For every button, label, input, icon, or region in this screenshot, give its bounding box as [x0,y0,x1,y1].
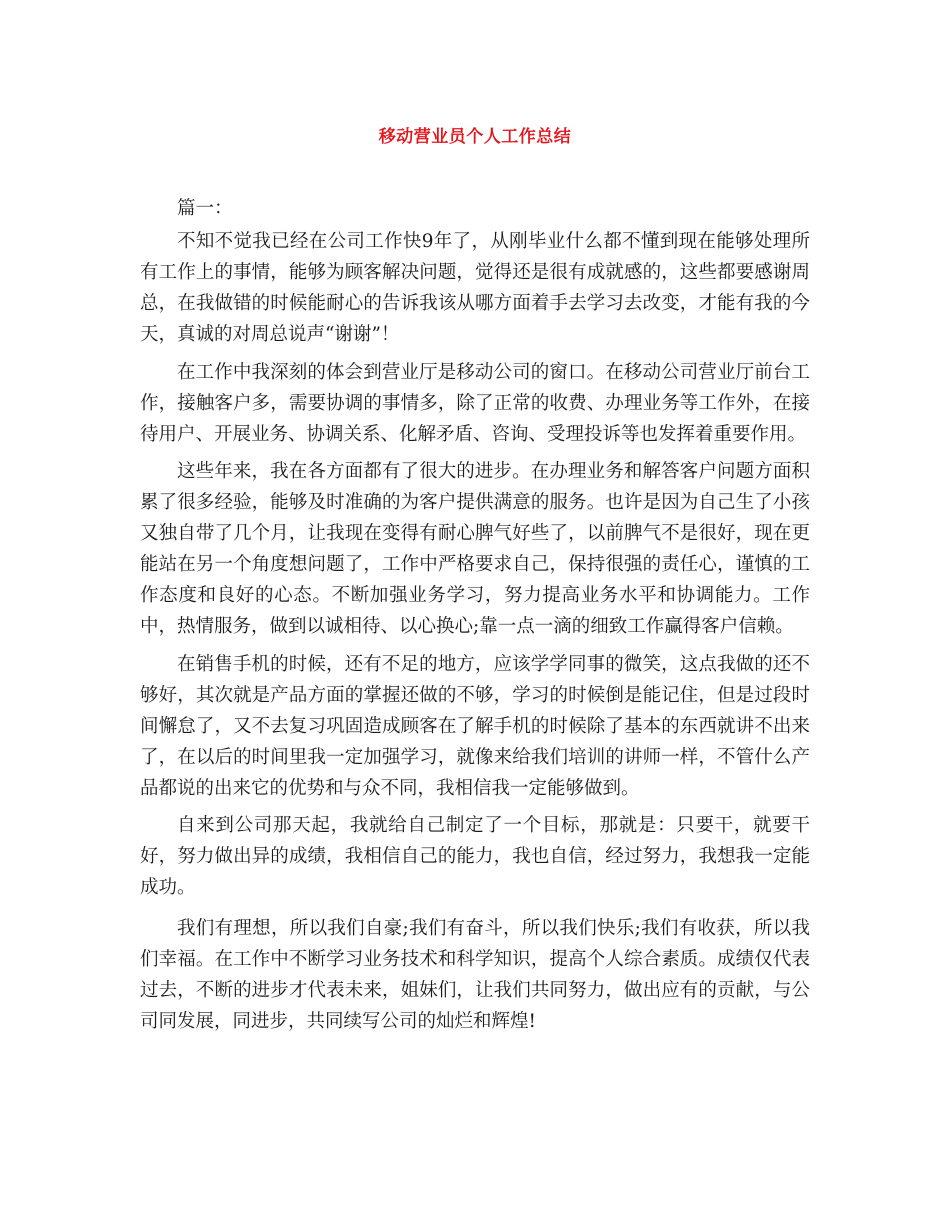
paragraph-4: 在销售手机的时候，还有不足的地方，应该学学同事的微笑，这点我做的还不够好，其次就是产品方面的掌握还做的不够，学习的时候倒是能记住，但是过段时间懈怠了，又不去复习巩固造成顾客在了解手机的时候除了基本的东西就讲不出来了，在以后的时间里我一定加强学习，就像来给我们培训的讲师一样，不管什么产品都说的出来它的优势和与众不同，我相信我一定能够做到。 [140,653,810,799]
paragraph-5: 自来到公司那天起，我就给自己制定了一个目标，那就是：只要干，就要干好，努力做出异的成绩，我相信自己的能力，我也自信，经过努力，我想我一定能成功。 [140,815,810,898]
paragraph-3: 这些年来，我在各方面都有了很大的进步。在办理业务和解答客户问题方面积累了很多经验，能够及时准确的为客户提供满意的服务。也许是因为自己生了小孩又独自带了几个月，让我现在变得有耐心脾气好些了，以前脾气不是很好，现在更能站在另一个角度想问题了，工作中严格要求自己，保持很强的责任心，谨慎的工作态度和良好的心态。不断加强业务学习，努力提高业务水平和协调能力。工作中，热情服务，做到以诚相待、以心换心;靠一点一滴的细致工作赢得客户信赖。 [140,461,810,637]
paragraph-1: 不知不觉我已经在公司工作快9年了，从刚毕业什么都不懂到现在能够处理所有工作上的事情，能够为顾客解决问题，觉得还是很有成就感的，这些都要感谢周总，在我做错的时候能耐心的告诉我该从哪方面着手去学习去改变，才能有我的今天，真诚的对周总说声“谢谢”！ [140,231,810,345]
document-body [140,193,810,1044]
document-title: 移动营业员个人工作总结 [378,127,572,147]
paragraph-2: 在工作中我深刻的体会到营业厅是移动公司的窗口。在移动公司营业厅前台工作，接触客户多，需要协调的事情多，除了正常的收费、办理业务等工作外，在接待用户、开展业务、协调关系、化解矛盾、咨询、受理投诉等也发挥着重要作用。 [140,361,810,445]
section-label: 篇一： [177,198,233,219]
paragraph-6: 我们有理想，所以我们自豪;我们有奋斗，所以我们快乐;我们有收获，所以我们幸福。在工作中不断学习业务技术和科学知识，提高个人综合素质。成绩仅代表过去，不断的进步才代表未来，姐妹们，让我们共同努力，做出应有的贡献，与公司同发展，同进步，共同续写公司的灿烂和辉煌! [140,918,810,1032]
